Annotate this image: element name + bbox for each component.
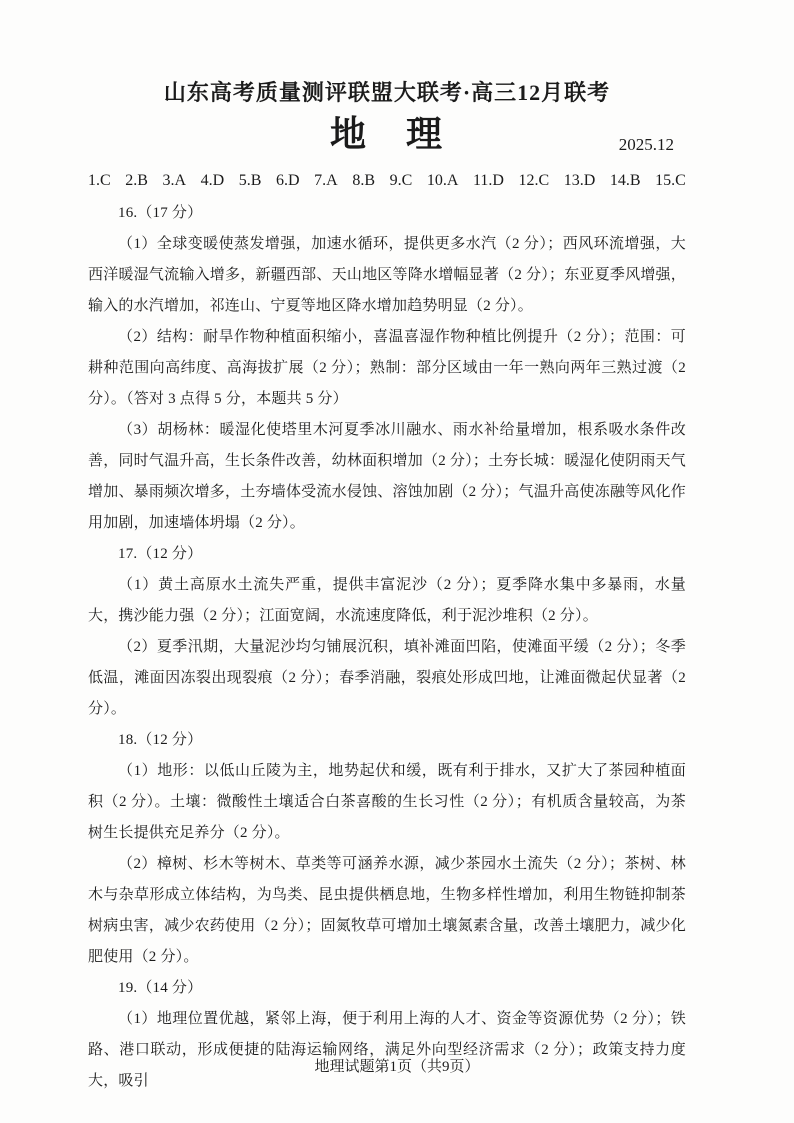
- answer-key-item: 1.C: [88, 172, 111, 189]
- question-16-part-1: （1）全球变暖使蒸发增强，加速水循环，提供更多水汽（2 分）；西风环流增强，大西洋暖湿气流输入增多，新疆西部、天山地区等降水增幅显著（2 分）；东亚夏季风增强，输入的水汽增加，祁连山、宁夏等地区降水增加趋势明显（2 分）。: [88, 236, 686, 314]
- question-18-part-2: （2）樟树、杉木等树木、草类等可涵养水源，减少茶园水土流失（2 分）；茶树、林木与杂草形成立体结构，为鸟类、昆虫提供栖息地，生物多样性增加，利用生物链抑制茶树病虫害，减少农药使用（2 分）；固氮牧草可增加土壤氮素含量，改善土壤肥力，减少化肥使用（2 分）。: [88, 856, 686, 965]
- question-17-part-2: （2）夏季汛期，大量泥沙均匀铺展沉积，填补滩面凹陷，使滩面平缓（2 分）；冬季低温，滩面因冻裂出现裂痕（2 分）；春季消融，裂痕处形成凹地，让滩面微起伏显著（2 分）。: [88, 639, 686, 717]
- answer-key-item: 12.C: [518, 172, 550, 189]
- question-18-header: 18.（12 分）: [118, 732, 203, 748]
- answer-key-item: 11.D: [472, 172, 504, 189]
- answer-key-item: 14.B: [609, 172, 641, 189]
- answer-key-item: 7.A: [314, 172, 338, 189]
- answer-key-item: 4.D: [200, 172, 225, 189]
- answer-key-item: 9.C: [389, 172, 413, 189]
- subject-row: [88, 110, 686, 158]
- answer-key-item: 2.B: [125, 172, 148, 189]
- exam-title: 山东高考质量测评联盟大联考·高三12月联考: [163, 80, 611, 105]
- answer-key-row: [88, 166, 686, 196]
- answer-key-item: 13.D: [563, 172, 596, 189]
- answer-key-item: 10.A: [426, 172, 459, 189]
- answer-key-item: 6.D: [276, 172, 300, 189]
- page-footer: 地理试题第1页（共9页）: [314, 1059, 480, 1075]
- question-16-part-2: （2）结构：耐旱作物种植面积缩小，喜温喜湿作物种植比例提升（2 分）；范围：可耕种范围向高纬度、高海拔扩展（2 分）；熟制：部分区域由一年一熟向两年三熟过渡（2 分）。（答对 3 点得 5 分，本题共 5 分）: [88, 329, 686, 407]
- question-17-part-1: （1）黄土高原水土流失严重，提供丰富泥沙（2 分）；夏季降水集中多暴雨，水量大，携沙能力强（2 分）；江面宽阔，水流速度降低，利于泥沙堆积（2 分）。: [88, 577, 686, 624]
- question-18-part-1: （1）地形：以低山丘陵为主，地势起伏和缓，既有利于排水，又扩大了茶园种植面积（2 分）。土壤：微酸性土壤适合白茶喜酸的生长习性（2 分）；有机质含量较高，为茶树生长提供充足养分（2 分）。: [88, 763, 686, 841]
- subject-title: 地 理: [329, 114, 444, 154]
- answer-key-item: 15.C: [655, 172, 686, 189]
- answer-key-item: 5.B: [238, 172, 262, 189]
- page-content: [88, 0, 686, 1097]
- question-19-header: 19.（14 分）: [118, 980, 203, 996]
- question-16-header: 16.（17 分）: [118, 205, 203, 221]
- answer-key-item: 3.A: [162, 172, 187, 189]
- question-17-header: 17.（12 分）: [118, 546, 203, 562]
- exam-date: 2025.12: [618, 135, 674, 154]
- question-19-part-1: （1）地理位置优越，紧邻上海，便于利用上海的人才、资金等资源优势（2 分）；铁路、港口联动，形成便捷的陆海运输网络，满足外向型经济需求（2 分）；政策支持力度大，吸引: [88, 1011, 686, 1089]
- answers-body: [88, 198, 686, 1097]
- answer-key-item: 8.B: [352, 172, 375, 189]
- question-16-part-3: （3）胡杨林：暖湿化使塔里木河夏季冰川融水、雨水补给量增加，根系吸水条件改善，同时气温升高，生长条件改善，幼林面积增加（2 分）；土夯长城：暖湿化使阴雨天气增加、暴雨频次增多，土夯墙体受流水侵蚀、溶蚀加剧（2 分）；气温升高使冻融等风化作用加剧，加速墙体坍塌（2 分）。: [88, 422, 686, 531]
